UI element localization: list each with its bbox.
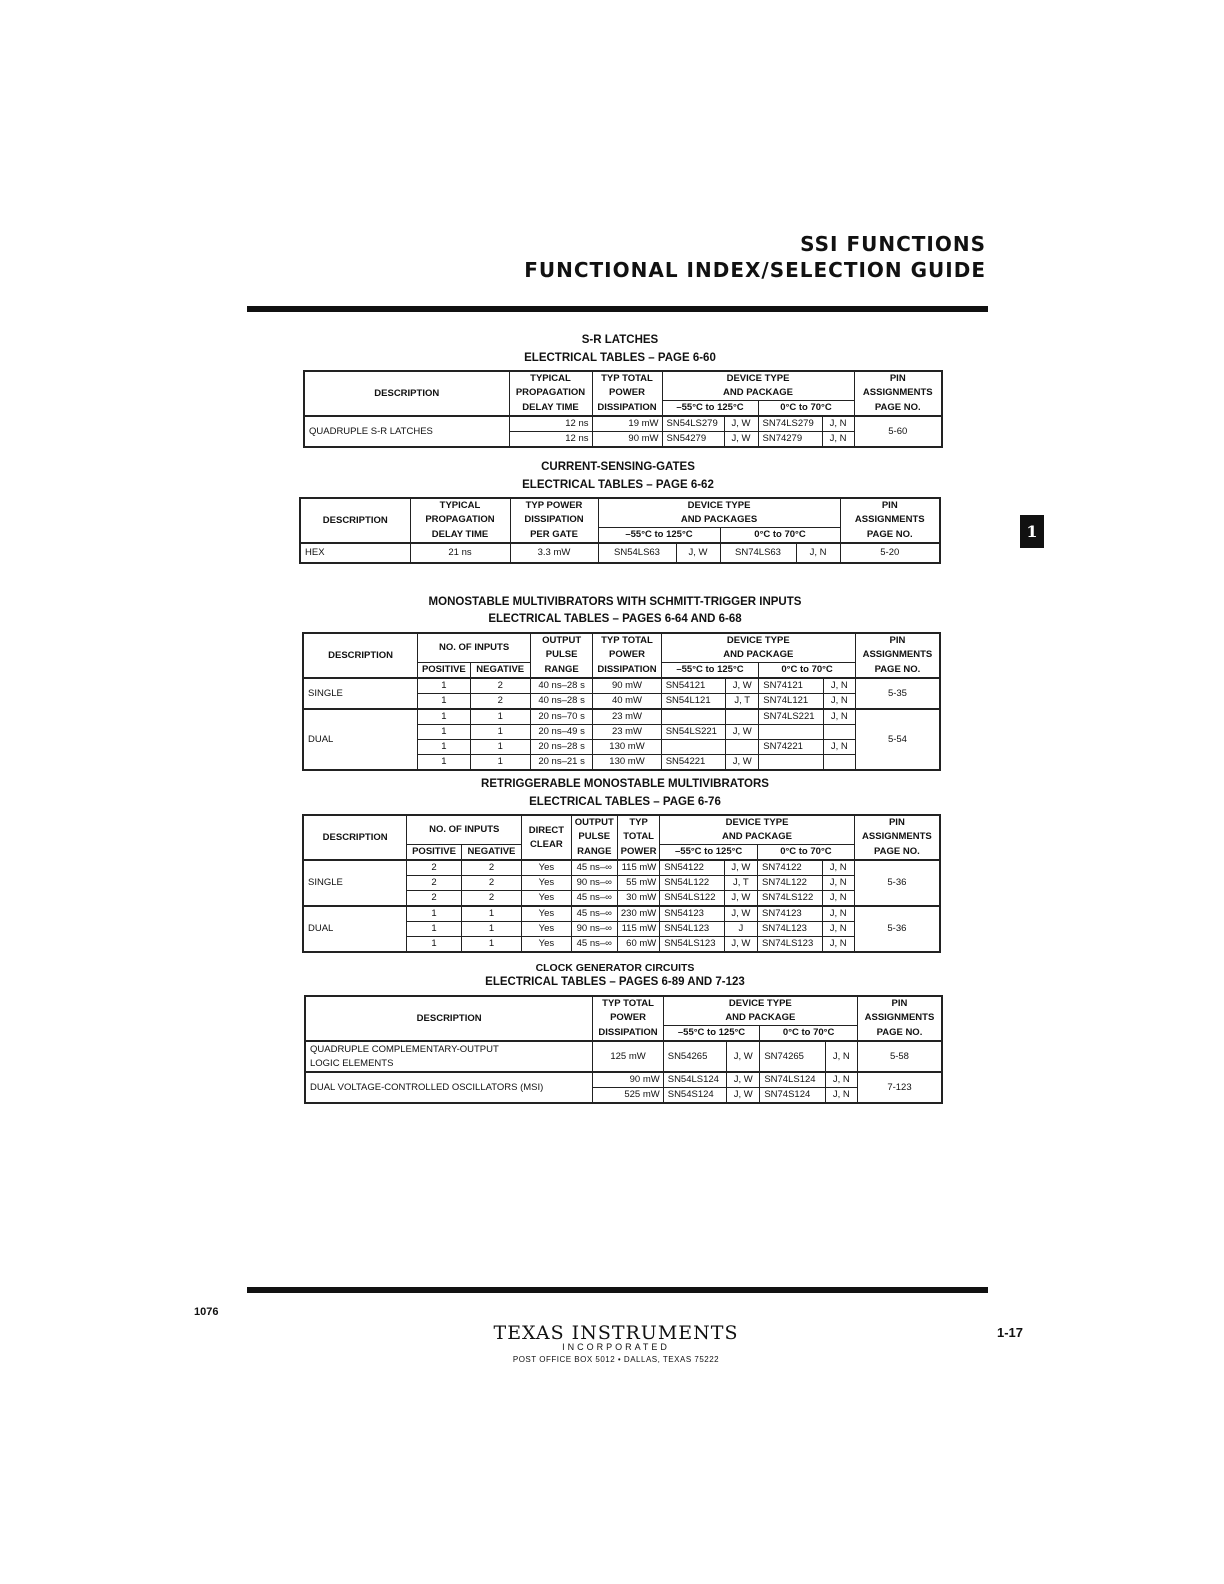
- cell-mil-package: J, T: [724, 876, 757, 891]
- cell-positive: 2: [407, 876, 461, 891]
- cell-power: 3.3 mW: [510, 543, 598, 563]
- cell-mil-package: J, W: [724, 906, 757, 922]
- cell-pulse: 20 ns–70 s: [530, 709, 592, 725]
- cell-com-package: J, N: [823, 740, 855, 755]
- cell-com-package: J, N: [822, 432, 854, 448]
- col-header-mil: –55°C to 125°C: [661, 663, 759, 679]
- cell-pin-page: 7-123: [857, 1072, 942, 1103]
- cell-clear: Yes: [522, 891, 571, 907]
- cell-pin-page: 5-36: [854, 906, 940, 952]
- cell-positive: 1: [418, 740, 470, 755]
- cell-positive: 1: [407, 906, 461, 922]
- cell-clear: Yes: [522, 937, 571, 953]
- cell-clear: Yes: [522, 906, 571, 922]
- cell-power: 130 mW: [593, 755, 661, 771]
- cell-positive: 2: [407, 891, 461, 907]
- csg-title: CURRENT-SENSING-GATES: [541, 461, 695, 473]
- cell-power: 115 mW: [617, 922, 659, 937]
- cell-delay: 12 ns: [509, 416, 592, 432]
- cell-mil-device: SN54S124: [663, 1088, 726, 1104]
- cell-power: 23 mW: [593, 709, 661, 725]
- cell-negative: 1: [461, 937, 521, 953]
- cell-mil-device: SN54LS221: [661, 725, 725, 740]
- col-header-pulse: OUTPUT: [530, 633, 592, 648]
- cell-mil-device: SN54279: [662, 432, 724, 448]
- cell-positive: 2: [407, 860, 461, 876]
- mono-subtitle: ELECTRICAL TABLES – PAGES 6-64 AND 6-68: [488, 613, 742, 625]
- cell-pin-page: 5-54: [855, 709, 940, 770]
- cell-com-device: SN74LS63: [720, 543, 796, 563]
- retrig-title: RETRIGGERABLE MONOSTABLE MULTIVIBRATORS: [481, 778, 769, 790]
- cell-power: 23 mW: [593, 725, 661, 740]
- col-header-description: DESCRIPTION: [304, 371, 509, 416]
- cell-negative: 1: [461, 922, 521, 937]
- csg-subtitle: ELECTRICAL TABLES – PAGE 6-62: [522, 479, 714, 491]
- col-header-power-3: DISSIPATION: [592, 401, 662, 417]
- section-title: SSI FUNCTIONS: [800, 232, 986, 256]
- col-header-delay: TYPICAL: [509, 371, 592, 386]
- row-description: DUAL VOLTAGE-CONTROLLED OSCILLATORS (MSI): [305, 1072, 593, 1103]
- cell-mil-package: J: [724, 922, 757, 937]
- col-header-device-2: AND PACKAGE: [662, 386, 854, 401]
- cell-mil-package: J, W: [724, 416, 758, 432]
- cell-mil-device: SN54L123: [660, 922, 725, 937]
- col-header-pulse-3: RANGE: [530, 663, 592, 679]
- table-row: [304, 416, 942, 432]
- table-row: [303, 906, 940, 922]
- cell-com-package: J, N: [825, 1072, 857, 1088]
- col-header-device: DEVICE TYPE: [663, 996, 857, 1011]
- cell-com-device: [759, 755, 823, 771]
- col-header-delay-3: DELAY TIME: [410, 528, 510, 544]
- cell-negative: 1: [461, 906, 521, 922]
- cell-com-device: SN74L123: [758, 922, 823, 937]
- cell-com-device: SN74L121: [759, 694, 823, 710]
- cell-mil-device: SN54123: [660, 906, 725, 922]
- cell-pulse: 90 ns–∞: [571, 876, 617, 891]
- clear-label-1: DIRECT: [528, 824, 565, 836]
- col-header-pin-3: PAGE NO.: [855, 663, 940, 679]
- mono-table: [302, 632, 941, 771]
- cell-power: 19 mW: [592, 416, 662, 432]
- description-line-1: QUADRUPLE COMPLEMENTARY-OUTPUT: [310, 1043, 499, 1055]
- cell-mil-device: SN54121: [661, 678, 725, 694]
- col-header-mil: –55°C to 125°C: [662, 401, 758, 417]
- cell-com-device: SN74LS124: [760, 1072, 825, 1088]
- col-header-description: DESCRIPTION: [303, 633, 418, 678]
- col-header-device-2: AND PACKAGE: [663, 1011, 857, 1026]
- cell-mil-package: J, W: [724, 432, 758, 448]
- col-header-pin: PIN: [855, 633, 940, 648]
- cell-mil-device: SN54LS279: [662, 416, 724, 432]
- col-header-device-2: AND PACKAGE: [661, 648, 855, 663]
- table-row: [303, 709, 940, 725]
- cell-com-device: SN74L122: [758, 876, 823, 891]
- cell-pulse: 40 ns–28 s: [530, 678, 592, 694]
- cell-mil-package: [726, 740, 759, 755]
- col-header-power-2: TOTAL: [617, 830, 659, 845]
- col-header-pulse: OUTPUT: [571, 815, 617, 830]
- cell-mil-device: SN54LS123: [660, 937, 725, 953]
- col-header-inputs: NO. OF INPUTS: [418, 633, 531, 663]
- cell-power: 230 mW: [617, 906, 659, 922]
- col-header-power-2: POWER: [593, 648, 661, 663]
- col-header-device: DEVICE TYPE: [662, 371, 854, 386]
- col-header-negative: NEGATIVE: [461, 845, 521, 861]
- col-header-device: DEVICE TYPE: [661, 633, 855, 648]
- cell-mil-package: [726, 709, 759, 725]
- col-header-power-2: DISSIPATION: [510, 513, 598, 528]
- col-header-com: 0°C to 70°C: [758, 401, 854, 417]
- cell-negative: 2: [470, 694, 530, 710]
- cell-positive: 1: [418, 694, 470, 710]
- cell-power: 90 mW: [592, 432, 662, 448]
- col-header-com: 0°C to 70°C: [720, 528, 840, 544]
- cell-power: 125 mW: [593, 1041, 663, 1072]
- table-row: [305, 1072, 942, 1088]
- col-header-delay-3: DELAY TIME: [509, 401, 592, 417]
- row-description: SINGLE: [303, 678, 418, 709]
- cell-com-device: SN74121: [759, 678, 823, 694]
- col-header-pin-2: ASSIGNMENTS: [854, 386, 942, 401]
- col-header-clear: [522, 815, 571, 860]
- col-header-power-3: PER GATE: [510, 528, 598, 544]
- sr-table: [303, 370, 943, 448]
- col-header-power: TYP TOTAL: [593, 633, 661, 648]
- cell-mil-package: J, W: [726, 755, 759, 771]
- cell-power: 90 mW: [593, 1072, 663, 1088]
- cell-power: 55 mW: [617, 876, 659, 891]
- cell-mil-device: [661, 740, 725, 755]
- description-line-2: LOGIC ELEMENTS: [310, 1057, 394, 1069]
- table-row: [305, 1041, 942, 1072]
- cell-pulse: 45 ns–∞: [571, 937, 617, 953]
- cell-power: 525 mW: [593, 1088, 663, 1104]
- clock-subtitle: ELECTRICAL TABLES – PAGES 6-89 AND 7-123: [485, 976, 745, 988]
- col-header-power: TYP TOTAL: [592, 371, 662, 386]
- bottom-rule: [247, 1287, 988, 1293]
- cell-com-device: SN74123: [758, 906, 823, 922]
- cell-com-device: SN74LS122: [758, 891, 823, 907]
- col-header-negative: NEGATIVE: [470, 663, 530, 679]
- cell-pulse: 90 ns–∞: [571, 922, 617, 937]
- cell-mil-device: SN54L121: [661, 694, 725, 710]
- cell-mil-package: J, W: [676, 543, 720, 563]
- cell-pulse: 45 ns–∞: [571, 860, 617, 876]
- col-header-pin-3: PAGE NO.: [854, 401, 942, 417]
- sr-subtitle: ELECTRICAL TABLES – PAGE 6-60: [524, 352, 716, 364]
- col-header-pin-2: ASSIGNMENTS: [857, 1011, 942, 1026]
- cell-com-package: J, N: [823, 678, 855, 694]
- cell-mil-package: J, W: [726, 678, 759, 694]
- col-header-power-2: POWER: [593, 1011, 663, 1026]
- cell-pulse: 40 ns–28 s: [530, 694, 592, 710]
- cell-com-package: J, N: [822, 860, 854, 876]
- row-description: HEX: [300, 543, 410, 563]
- col-header-pulse-2: PULSE: [571, 830, 617, 845]
- cell-pulse: 20 ns–21 s: [530, 755, 592, 771]
- cell-mil-device: SN54122: [660, 860, 725, 876]
- cell-com-package: J, N: [822, 937, 854, 953]
- cell-mil-package: J, W: [727, 1088, 760, 1104]
- cell-mil-package: J, W: [726, 725, 759, 740]
- cell-com-device: SN74LS221: [759, 709, 823, 725]
- cell-mil-device: SN54221: [661, 755, 725, 771]
- cell-pulse: 20 ns–49 s: [530, 725, 592, 740]
- cell-com-device: SN74265: [760, 1041, 825, 1072]
- cell-negative: 1: [470, 709, 530, 725]
- cell-com-package: J, N: [822, 876, 854, 891]
- cell-mil-device: SN54LS124: [663, 1072, 726, 1088]
- row-description: [305, 1041, 593, 1072]
- cell-power: 130 mW: [593, 740, 661, 755]
- cell-com-package: J, N: [822, 922, 854, 937]
- cell-mil-package: J, W: [724, 860, 757, 876]
- col-header-description: DESCRIPTION: [303, 815, 407, 860]
- col-header-pin: PIN: [857, 996, 942, 1011]
- cell-com-package: J, N: [823, 694, 855, 710]
- col-header-mil: –55°C to 125°C: [663, 1026, 760, 1042]
- cell-pin-page: 5-35: [855, 678, 940, 709]
- col-header-com: 0°C to 70°C: [758, 845, 855, 861]
- cell-com-device: SN74122: [758, 860, 823, 876]
- cell-pin-page: 5-58: [857, 1041, 942, 1072]
- col-header-power-3: DISSIPATION: [593, 1026, 663, 1042]
- cell-com-package: [823, 755, 855, 771]
- col-header-delay: TYPICAL: [410, 498, 510, 513]
- cell-power: 60 mW: [617, 937, 659, 953]
- col-header-power: TYP: [617, 815, 659, 830]
- cell-power: 30 mW: [617, 891, 659, 907]
- clock-title: CLOCK GENERATOR CIRCUITS: [535, 962, 695, 974]
- cell-negative: 1: [470, 725, 530, 740]
- cell-negative: 1: [470, 755, 530, 771]
- col-header-com: 0°C to 70°C: [760, 1026, 858, 1042]
- cell-clear: Yes: [522, 876, 571, 891]
- col-header-pin-2: ASSIGNMENTS: [840, 513, 940, 528]
- mono-title: MONOSTABLE MULTIVIBRATORS WITH SCHMITT-TRIGGER INPUTS: [428, 596, 802, 608]
- col-header-device: DEVICE TYPE: [660, 815, 855, 830]
- col-header-pin: PIN: [854, 371, 942, 386]
- cell-negative: 2: [461, 891, 521, 907]
- cell-pin-page: 5-20: [840, 543, 940, 563]
- row-description: QUADRUPLE S-R LATCHES: [304, 416, 509, 447]
- company-address: POST OFFICE BOX 5012 • DALLAS, TEXAS 75222: [512, 1355, 720, 1364]
- cell-negative: 1: [470, 740, 530, 755]
- company-logo: TEXAS INSTRUMENTS: [493, 1322, 739, 1344]
- col-header-pin-3: PAGE NO.: [854, 845, 940, 861]
- col-header-com: 0°C to 70°C: [759, 663, 856, 679]
- top-rule: [247, 306, 988, 312]
- col-header-inputs: NO. OF INPUTS: [407, 815, 522, 845]
- col-header-power-3: POWER: [617, 845, 659, 861]
- col-header-pulse-2: PULSE: [530, 648, 592, 663]
- company-inc: INCORPORATED: [562, 1342, 670, 1352]
- cell-mil-package: J, T: [726, 694, 759, 710]
- cell-com-package: J, N: [796, 543, 840, 563]
- retrig-table: [302, 814, 941, 953]
- cell-com-package: J, N: [822, 906, 854, 922]
- col-header-mil: –55°C to 125°C: [660, 845, 758, 861]
- cell-pulse: 45 ns–∞: [571, 891, 617, 907]
- col-header-positive: POSITIVE: [418, 663, 470, 679]
- cell-mil-device: SN54LS63: [598, 543, 676, 563]
- col-header-pin: PIN: [840, 498, 940, 513]
- cell-com-package: J, N: [825, 1088, 857, 1104]
- page-number: 1-17: [997, 1325, 1024, 1340]
- cell-mil-package: J, W: [724, 891, 757, 907]
- clear-label-2: CLEAR: [530, 838, 563, 850]
- cell-com-package: J, N: [825, 1041, 857, 1072]
- table-row: [300, 543, 940, 563]
- cell-clear: Yes: [522, 860, 571, 876]
- row-description: SINGLE: [303, 860, 407, 906]
- cell-clear: Yes: [522, 922, 571, 937]
- col-header-pin-2: ASSIGNMENTS: [855, 648, 940, 663]
- col-header-pin-2: ASSIGNMENTS: [854, 830, 940, 845]
- cell-pin-page: 5-36: [854, 860, 940, 906]
- col-header-pulse-3: RANGE: [571, 845, 617, 861]
- cell-com-package: J, N: [822, 416, 854, 432]
- col-header-device-2: AND PACKAGES: [598, 513, 840, 528]
- cell-mil-device: [661, 709, 725, 725]
- row-description: DUAL: [303, 906, 407, 952]
- col-header-pin-3: PAGE NO.: [857, 1026, 942, 1042]
- cell-com-device: SN74S124: [760, 1088, 825, 1104]
- cell-delay: 21 ns: [410, 543, 510, 563]
- col-header-positive: POSITIVE: [407, 845, 461, 861]
- cell-positive: 1: [418, 678, 470, 694]
- cell-delay: 12 ns: [509, 432, 592, 448]
- cell-pin-page: 5-60: [854, 416, 942, 447]
- cell-mil-package: J, W: [724, 937, 757, 953]
- cell-positive: 1: [407, 922, 461, 937]
- csg-table: [299, 497, 941, 564]
- col-header-pin-3: PAGE NO.: [840, 528, 940, 544]
- cell-com-package: J, N: [823, 709, 855, 725]
- table-row: [303, 860, 940, 876]
- col-header-power: TYP TOTAL: [593, 996, 663, 1011]
- col-header-device-2: AND PACKAGE: [660, 830, 855, 845]
- row-description: DUAL: [303, 709, 418, 770]
- col-header-power-2: POWER: [592, 386, 662, 401]
- cell-mil-device: SN54265: [663, 1041, 726, 1072]
- cell-positive: 1: [418, 709, 470, 725]
- cell-negative: 2: [461, 860, 521, 876]
- cell-power: 115 mW: [617, 860, 659, 876]
- col-header-device: DEVICE TYPE: [598, 498, 840, 513]
- col-header-pin: PIN: [854, 815, 940, 830]
- cell-mil-package: J, W: [727, 1072, 760, 1088]
- cell-mil-device: SN54L122: [660, 876, 725, 891]
- cell-negative: 2: [461, 876, 521, 891]
- table-row: [303, 678, 940, 694]
- chapter-tab: 1: [1020, 515, 1044, 548]
- col-header-description: DESCRIPTION: [300, 498, 410, 543]
- cell-com-device: SN74LS123: [758, 937, 823, 953]
- cell-pulse: 45 ns–∞: [571, 906, 617, 922]
- clock-table: [304, 995, 943, 1104]
- cell-pulse: 20 ns–28 s: [530, 740, 592, 755]
- cell-positive: 1: [418, 755, 470, 771]
- cell-com-device: [759, 725, 823, 740]
- cell-power: 40 mW: [593, 694, 661, 710]
- cell-negative: 2: [470, 678, 530, 694]
- cell-mil-device: SN54LS122: [660, 891, 725, 907]
- page-title: FUNCTIONAL INDEX/SELECTION GUIDE: [524, 258, 986, 282]
- retrig-subtitle: ELECTRICAL TABLES – PAGE 6-76: [529, 796, 721, 808]
- col-header-mil: –55°C to 125°C: [598, 528, 720, 544]
- col-header-power: TYP POWER: [510, 498, 598, 513]
- cell-com-package: [823, 725, 855, 740]
- cell-positive: 1: [407, 937, 461, 953]
- cell-power: 90 mW: [593, 678, 661, 694]
- cell-com-device: SN74279: [758, 432, 822, 448]
- cell-com-package: J, N: [822, 891, 854, 907]
- col-header-description: DESCRIPTION: [305, 996, 593, 1041]
- col-header-power-3: DISSIPATION: [593, 663, 661, 679]
- cell-com-device: SN74LS279: [758, 416, 822, 432]
- col-header-delay-2: PROPAGATION: [509, 386, 592, 401]
- cell-com-device: SN74221: [759, 740, 823, 755]
- document-code: 1076: [194, 1306, 219, 1318]
- cell-positive: 1: [418, 725, 470, 740]
- cell-mil-package: J, W: [727, 1041, 760, 1072]
- sr-title: S-R LATCHES: [581, 334, 659, 346]
- col-header-delay-2: PROPAGATION: [410, 513, 510, 528]
